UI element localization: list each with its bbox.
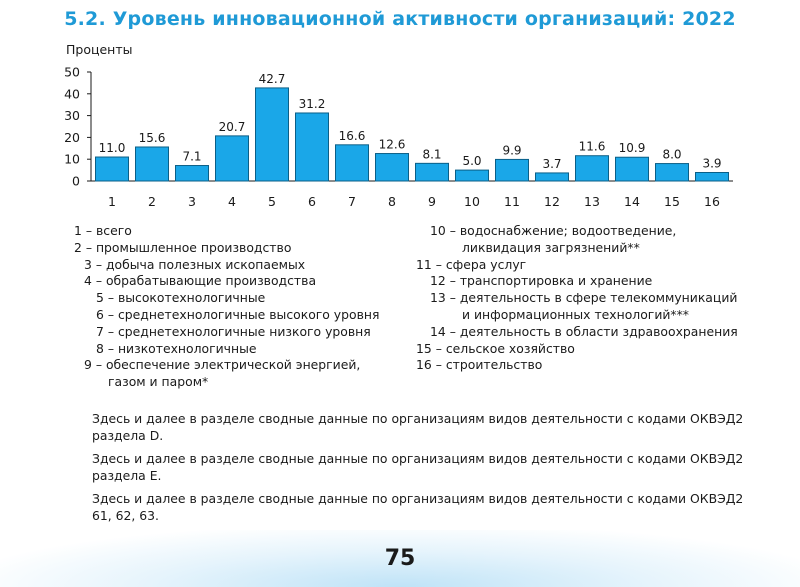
x-tick-label: 2 bbox=[148, 194, 156, 209]
legend-item: 12 – транспортировка и хранение bbox=[430, 273, 653, 289]
legend-item: 13 – деятельность в сфере телекоммуникаций bbox=[430, 290, 738, 306]
footnote-text: Здесь и далее в разделе сводные данные по организациям видов деятельности с кодами ОКВЭД2 bbox=[92, 411, 744, 426]
bar-value-label: 3.7 bbox=[542, 156, 562, 171]
legend-item: 4 – обрабатывающие производства bbox=[84, 273, 317, 289]
bar-value-label: 7.1 bbox=[182, 149, 202, 164]
bar bbox=[256, 88, 289, 181]
x-tick-label: 4 bbox=[228, 194, 236, 209]
bar bbox=[376, 154, 409, 181]
legend-item: ликвидация загрязнений** bbox=[462, 239, 640, 255]
bar-value-label: 16.6 bbox=[338, 128, 366, 143]
x-tick-label: 13 bbox=[584, 194, 600, 209]
x-tick-label: 11 bbox=[504, 194, 520, 209]
x-tick-label: 10 bbox=[464, 194, 480, 209]
bar-chart bbox=[0, 0, 800, 215]
footnote-text: 61, 62, 63. bbox=[92, 508, 159, 523]
y-tick-label: 40 bbox=[64, 86, 80, 102]
bar-value-label: 11.6 bbox=[578, 139, 606, 154]
bar-value-label: 3.9 bbox=[702, 156, 722, 171]
x-tick-label: 1 bbox=[108, 194, 116, 209]
x-tick-label: 5 bbox=[268, 194, 276, 209]
legend-item: 1 – всего bbox=[74, 223, 132, 238]
legend-item: 6 – среднетехнологичные высокого уровня bbox=[96, 307, 380, 322]
bar bbox=[336, 145, 369, 181]
legend-item: 11 – сфера услуг bbox=[416, 256, 527, 272]
bar-value-label: 8.1 bbox=[422, 147, 442, 162]
bar bbox=[96, 157, 129, 181]
legend-item: 7 – среднетехнологичные низкого уровня bbox=[96, 323, 371, 339]
bar bbox=[176, 166, 209, 181]
legend-item: и информационных технологий*** bbox=[462, 307, 690, 322]
x-tick-label: 9 bbox=[428, 194, 436, 209]
bar bbox=[416, 163, 449, 181]
legend-item: 15 – сельское хозяйство bbox=[416, 340, 575, 356]
x-tick-label: 8 bbox=[388, 194, 396, 209]
legend-item: 16 – строительство bbox=[416, 357, 543, 373]
x-tick-label: 14 bbox=[624, 194, 640, 209]
legend-item: 9 – обеспечение электрической энергией, bbox=[84, 357, 361, 373]
y-axis-label: Проценты bbox=[66, 42, 133, 57]
footnote-text: Здесь и далее в разделе сводные данные по организациям видов деятельности с кодами ОКВЭД2 bbox=[92, 491, 744, 506]
bar bbox=[136, 147, 169, 181]
bar bbox=[696, 172, 729, 181]
bar bbox=[296, 113, 329, 181]
footnote-text: раздела D. bbox=[92, 428, 164, 443]
page-number: 75 bbox=[384, 546, 416, 571]
bar-value-label: 12.6 bbox=[378, 137, 406, 152]
bar bbox=[496, 159, 529, 181]
bar bbox=[576, 156, 609, 181]
bar bbox=[456, 170, 489, 181]
bar-value-label: 11.0 bbox=[98, 141, 126, 156]
legend-item: 10 – водоснабжение; водоотведение, bbox=[430, 223, 677, 238]
legend-item: 14 – деятельность в области здравоохранения bbox=[430, 323, 738, 339]
bar-value-label: 5.0 bbox=[462, 154, 482, 169]
legend-item: 8 – низкотехнологичные bbox=[96, 340, 257, 356]
legend-item: газом и паром* bbox=[108, 374, 209, 390]
x-tick-label: 12 bbox=[544, 194, 560, 209]
bar-value-label: 31.2 bbox=[298, 96, 326, 111]
bar-value-label: 9.9 bbox=[502, 143, 522, 158]
bar bbox=[536, 173, 569, 181]
bar-value-label: 10.9 bbox=[618, 141, 646, 156]
legend-item: 5 – высокотехнологичные bbox=[96, 290, 266, 306]
y-tick-label: 20 bbox=[64, 129, 80, 145]
chart-title: 5.2. Уровень инновационной активности организаций: 2022 bbox=[64, 8, 736, 30]
bar-value-label: 8.0 bbox=[662, 147, 682, 162]
bar bbox=[656, 164, 689, 181]
legend-item: 3 – добыча полезных ископаемых bbox=[84, 256, 306, 272]
y-tick-label: 0 bbox=[72, 173, 80, 189]
bar-value-label: 20.7 bbox=[218, 119, 246, 134]
x-tick-label: 7 bbox=[348, 194, 356, 209]
bar-value-label: 15.6 bbox=[138, 130, 166, 145]
x-tick-label: 15 bbox=[664, 194, 680, 209]
y-tick-label: 10 bbox=[64, 151, 80, 167]
footnote-text: раздела E. bbox=[92, 468, 162, 483]
y-tick-label: 50 bbox=[64, 64, 80, 80]
legend-item: 2 – промышленное производство bbox=[74, 239, 292, 255]
x-tick-label: 16 bbox=[704, 194, 720, 209]
footnote-text: Здесь и далее в разделе сводные данные по организациям видов деятельности с кодами ОКВЭД2 bbox=[92, 451, 744, 466]
bar bbox=[216, 136, 249, 181]
bar-value-label: 42.7 bbox=[258, 71, 286, 86]
bar bbox=[616, 157, 649, 181]
x-tick-label: 3 bbox=[188, 194, 196, 209]
x-tick-label: 6 bbox=[308, 194, 316, 209]
y-tick-label: 30 bbox=[64, 108, 80, 124]
